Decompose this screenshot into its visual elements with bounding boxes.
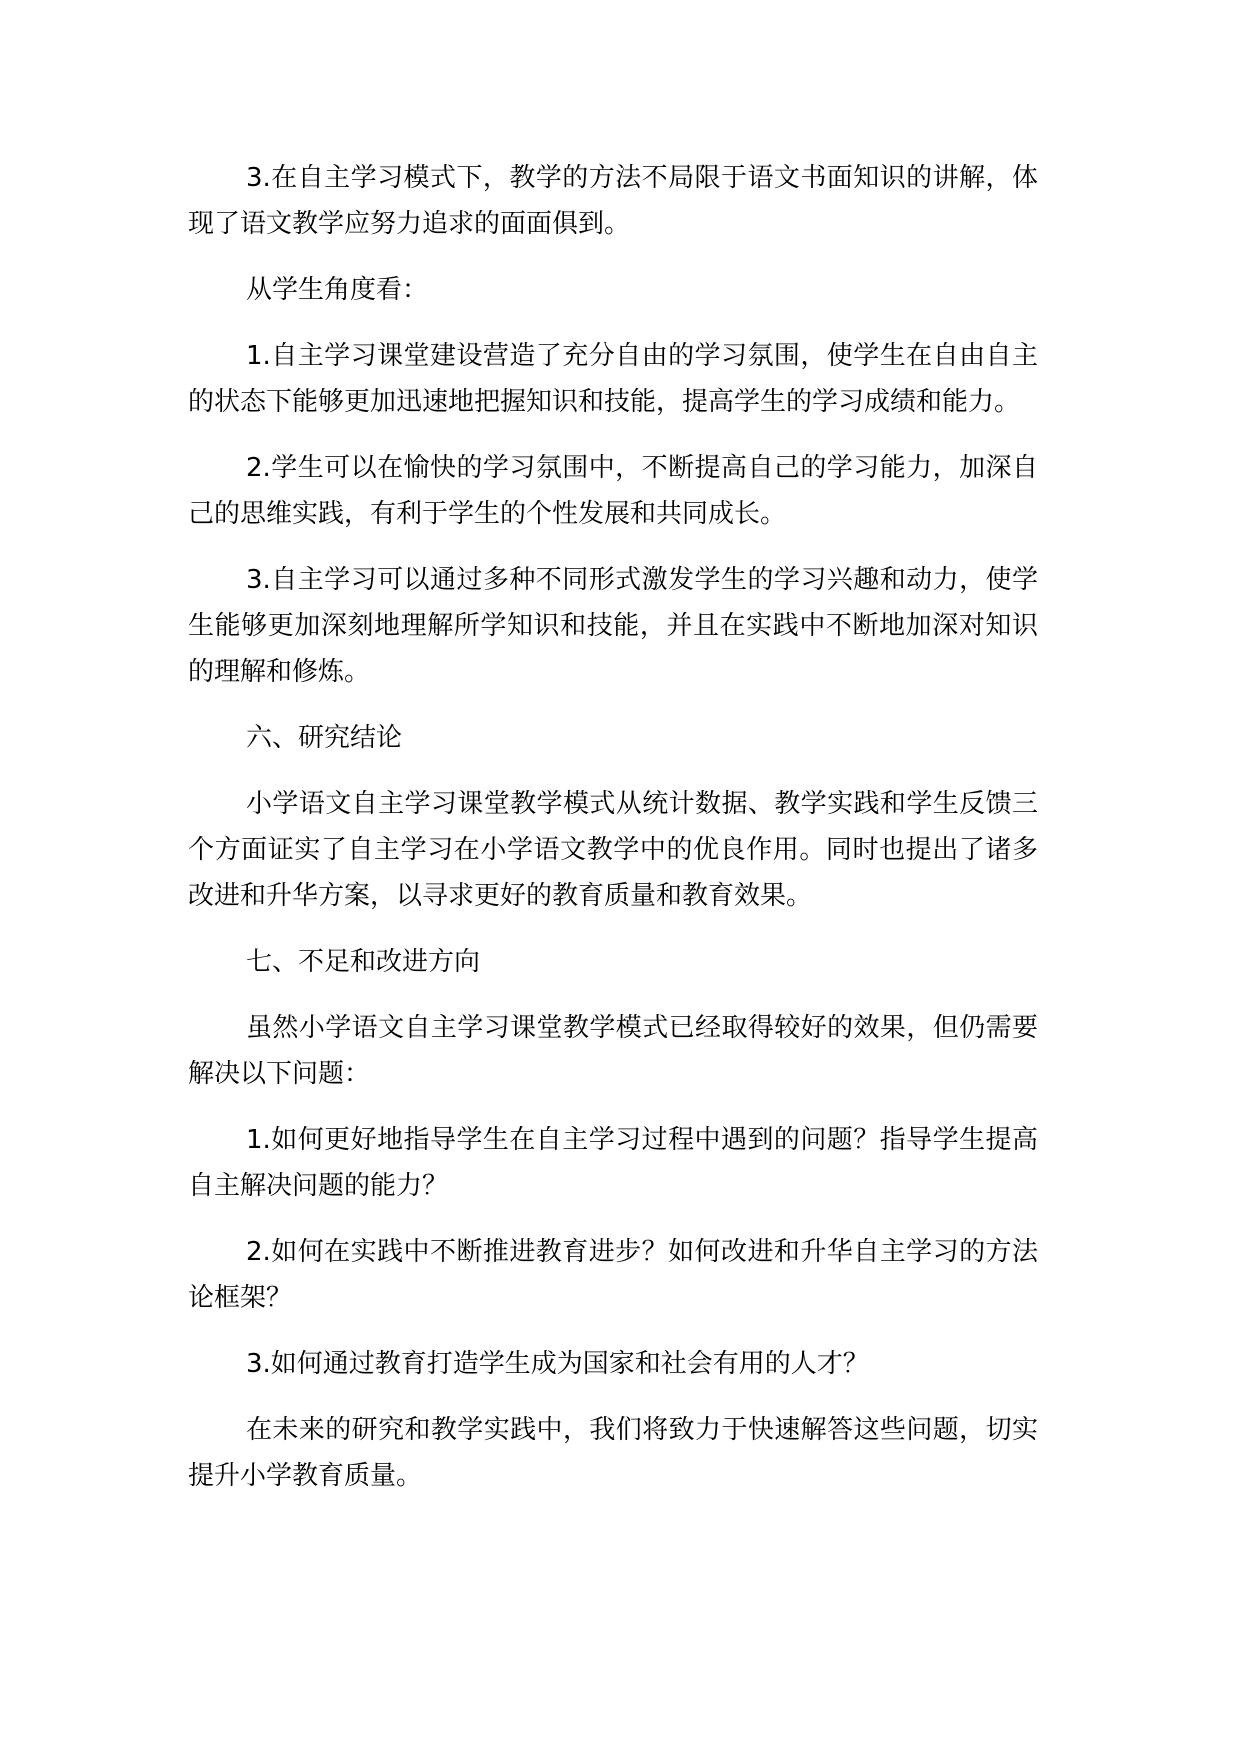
section-heading-conclusion: 六、研究结论 [246,723,403,753]
paragraph-teaching-method-3: 3.在自主学习模式下，教学的方法不局限于语文书面知识的讲解，体现了语文教学应努力追求的面面俱到。 [188,163,1038,239]
paragraph-student-point-2: 2.学生可以在愉快的学习氛围中，不断提高自己的学习能力，加深自己的思维实践，有利于学生的个性发展和共同成长。 [188,453,1038,529]
section-heading-improvements: 七、不足和改进方向 [246,947,481,977]
paragraph-closing: 在未来的研究和教学实践中，我们将致力于快速解答这些问题，切实提升小学教育质量。 [188,1415,1038,1491]
paragraph-question-2: 2.如何在实践中不断推进教育进步？如何改进和升华自主学习的方法论框架？ [188,1237,1038,1313]
paragraph-improvements-intro: 虽然小学语文自主学习课堂教学模式已经取得较好的效果，但仍需要解决以下问题： [188,1013,1038,1089]
paragraph-question-1: 1.如何更好地指导学生在自主学习过程中遇到的问题？指导学生提高自主解决问题的能力？ [188,1125,1038,1201]
paragraph-student-point-3: 3.自主学习可以通过多种不同形式激发学生的学习兴趣和动力，使学生能够更加深刻地理解所学知识和技能，并且在实践中不断地加深对知识的理解和修炼。 [188,565,1038,687]
document-body [188,155,1038,1519]
paragraph-student-point-1: 1.自主学习课堂建设营造了充分自由的学习氛围，使学生在自由自主的状态下能够更加迅速地把握知识和技能，提高学生的学习成绩和能力。 [188,341,1038,417]
paragraph-student-perspective-heading: 从学生角度看： [246,275,429,305]
paragraph-question-3: 3.如何通过教育打造学生成为国家和社会有用的人才？ [246,1349,869,1379]
paragraph-conclusion: 小学语文自主学习课堂教学模式从统计数据、教学实践和学生反馈三个方面证实了自主学习在小学语文教学中的优良作用。同时也提出了诸多改进和升华方案，以寻求更好的教育质量和教育效果。 [188,789,1038,911]
